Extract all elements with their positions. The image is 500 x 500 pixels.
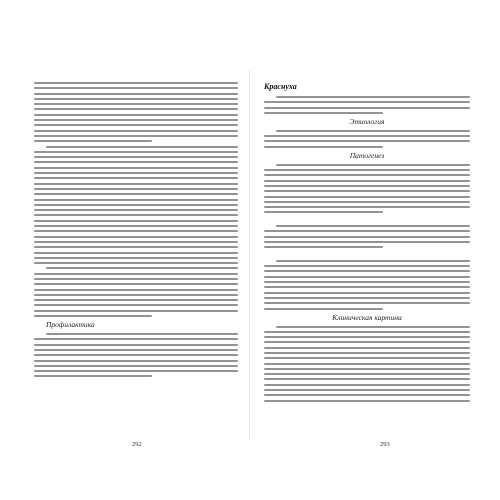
page-number: 293 xyxy=(380,441,390,448)
right-etiology-text xyxy=(264,130,470,148)
left-prevention-text xyxy=(34,333,238,377)
page-293 xyxy=(250,0,500,500)
section-heading-prevention: Профилактика xyxy=(46,320,95,330)
section-heading-pathogenesis: Патогенез xyxy=(349,150,385,160)
left-text-block xyxy=(34,82,238,317)
section-heading-etiology: Этиология xyxy=(349,116,385,126)
right-clinical-text xyxy=(264,326,470,402)
section-heading-clinical-picture: Клиническая картина xyxy=(332,312,402,322)
chapter-title: Краснуха xyxy=(264,82,297,91)
page-number: 292 xyxy=(132,441,142,448)
right-pathogenesis-text xyxy=(264,164,470,310)
right-intro-text xyxy=(264,96,470,114)
